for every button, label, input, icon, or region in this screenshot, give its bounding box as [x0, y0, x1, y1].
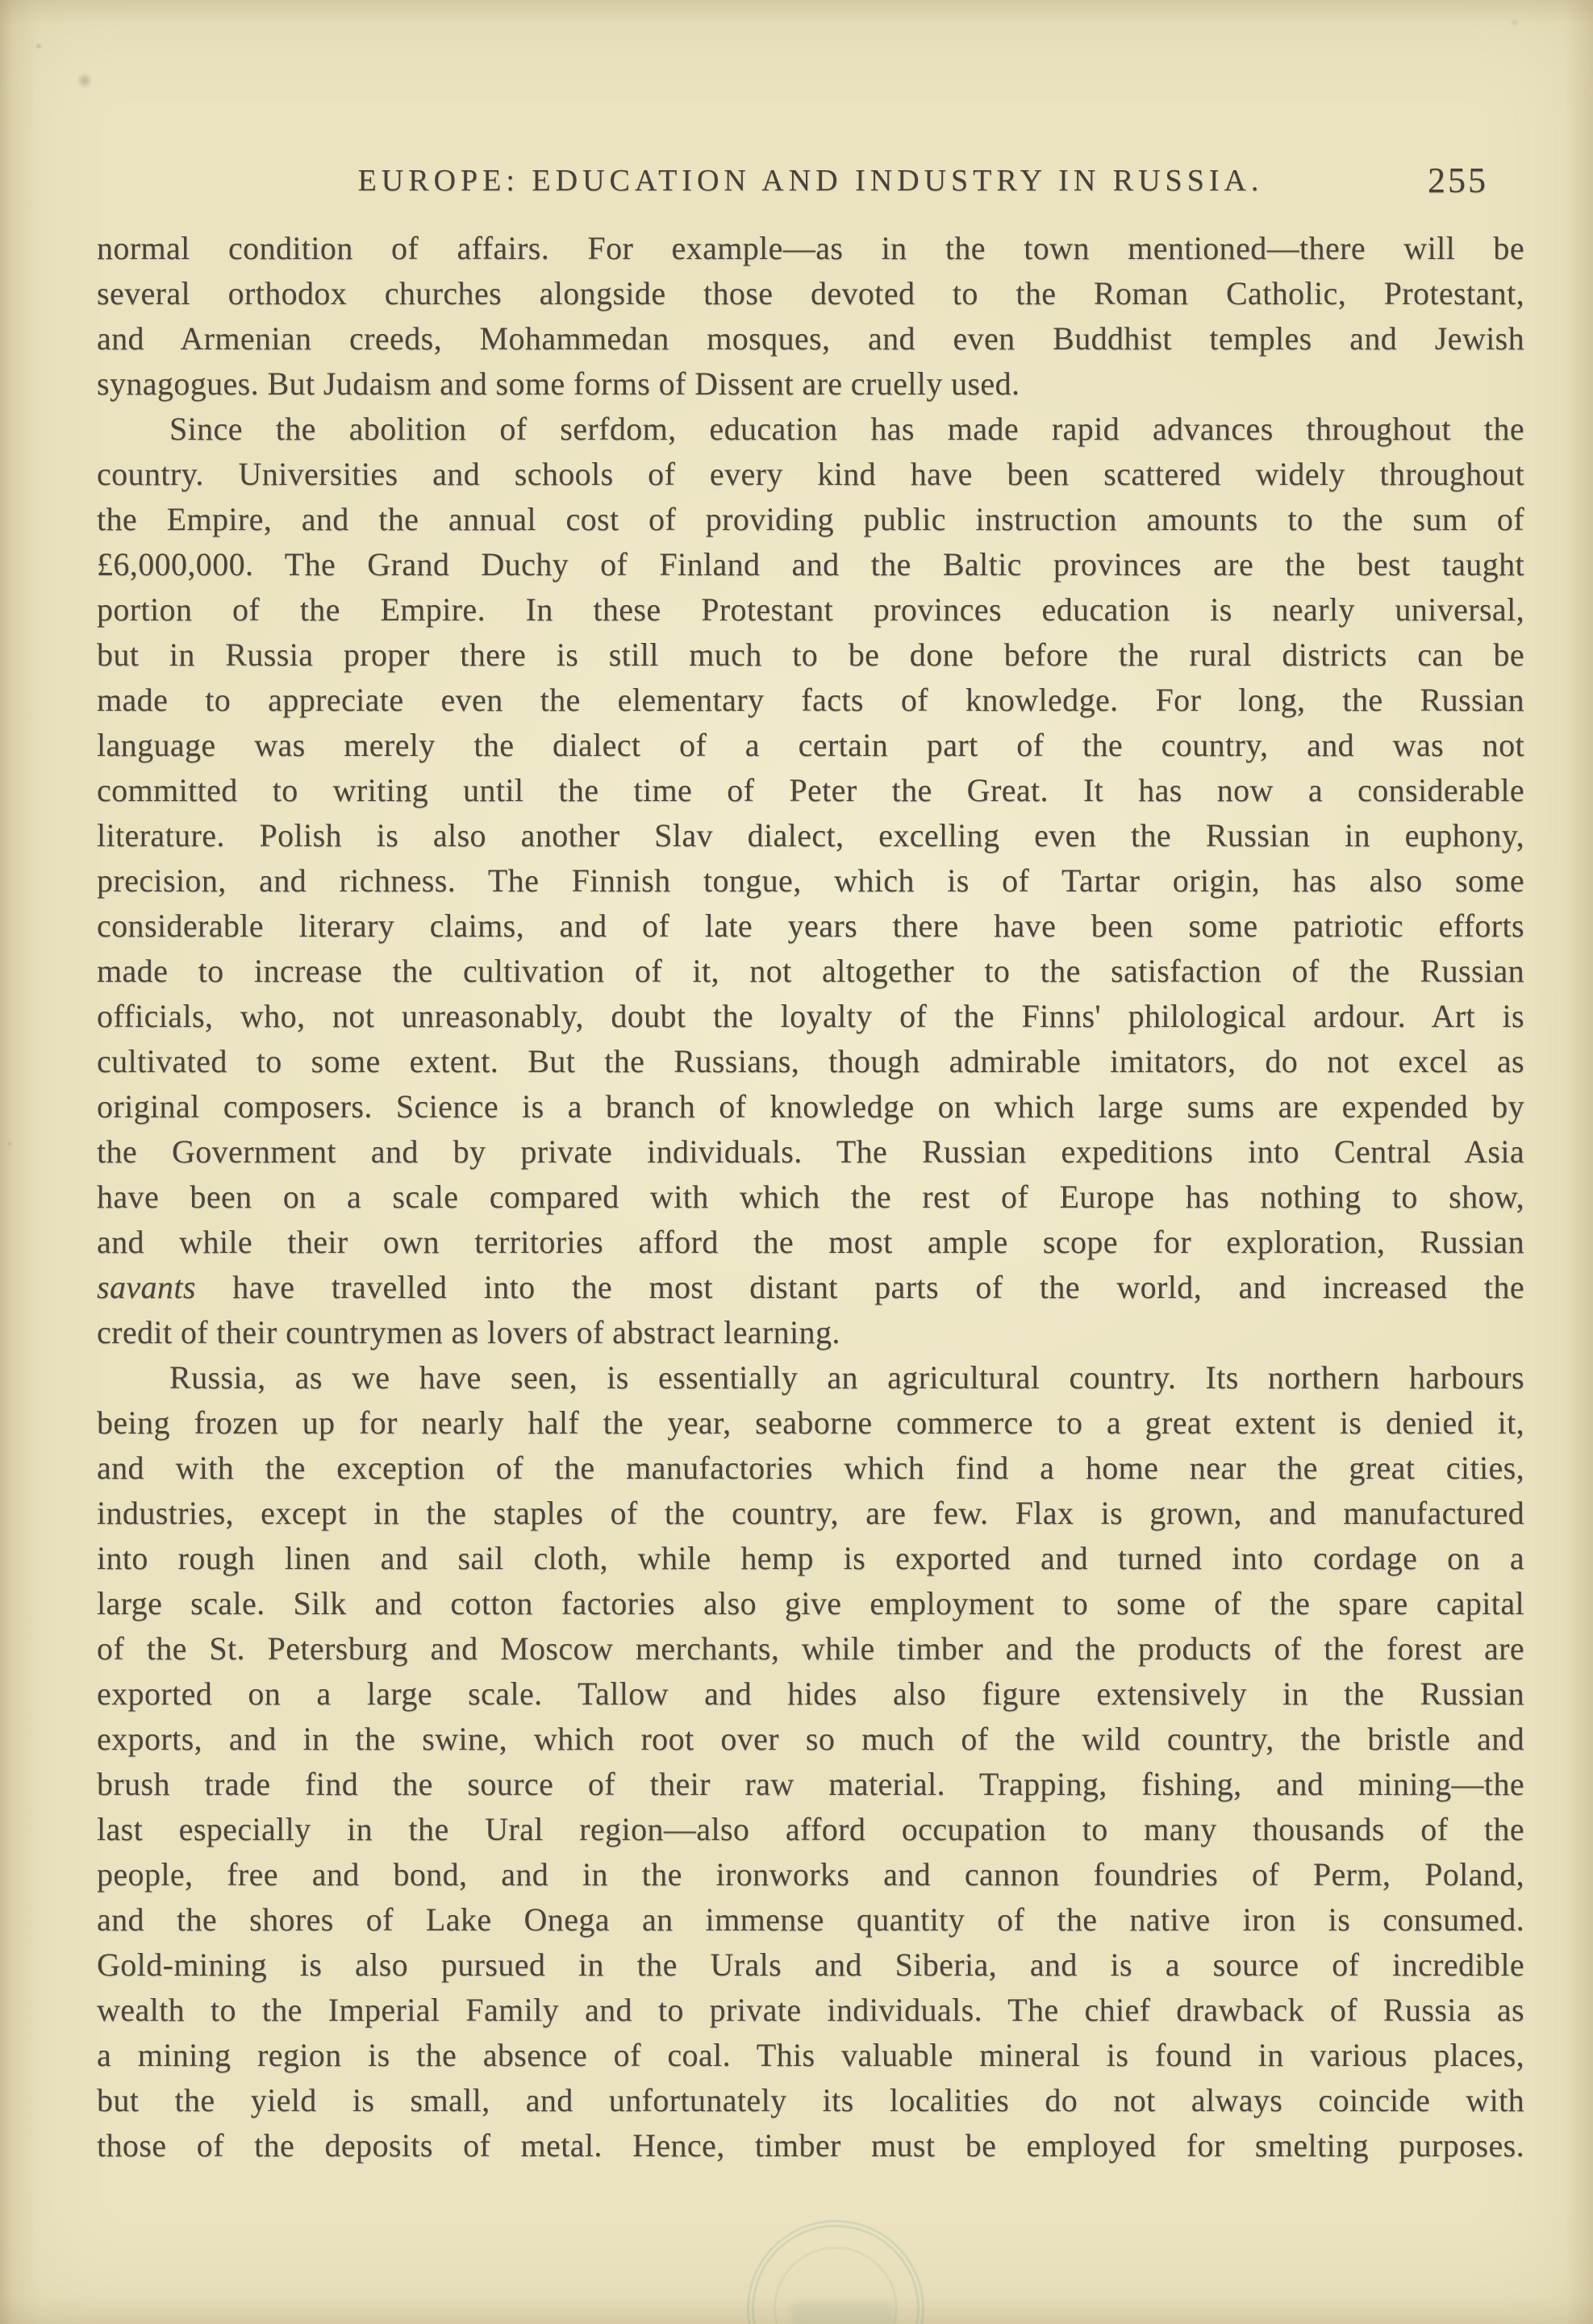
text-line: £6,000,000. The Grand Duchy of Finland and the Baltic provinces are the best taught: [97, 546, 1524, 582]
text-line: several orthodox churches alongside those devoted to the Roman Catholic, Protestant,: [97, 275, 1524, 311]
text-line: officials, who, not unreasonably, doubt the loyalty of the Finns' philological ardour. Art is: [97, 998, 1524, 1034]
text-line: have been on a scale compared with which the rest of Europe has nothing to show,: [97, 1179, 1524, 1215]
text-line: synagogues. But Judaism and some forms of Dissent are cruelly used.: [97, 365, 1020, 402]
text-line: literature. Polish is also another Slav dialect, excelling even the Russian in euphony,: [97, 817, 1524, 853]
text-line: the Empire, and the annual cost of providing public instruction amounts to the sum of: [97, 501, 1524, 537]
page-number: 255: [1428, 161, 1488, 200]
text-line: a mining region is the absence of coal. This valuable mineral is found in various places,: [97, 2037, 1524, 2073]
text-line: portion of the Empire. In these Protestant provinces education is nearly universal,: [97, 591, 1524, 628]
text-line: of the St. Petersburg and Moscow merchants, while timber and the products of the forest are: [97, 1630, 1524, 1667]
text-line: and with the exception of the manufactories which find a home near the great cities,: [97, 1450, 1524, 1486]
text-line: into rough linen and sail cloth, while hemp is exported and turned into cordage on a: [97, 1540, 1524, 1576]
paragraph: [97, 226, 1524, 407]
text-line: savants have travelled into the most distant parts of the world, and increased the: [97, 1269, 1524, 1305]
text-line: but in Russia proper there is still much to be done before the rural districts can be: [97, 636, 1524, 673]
text-line: last especially in the Ural region—also afford occupation to many thousands of the: [97, 1811, 1524, 1847]
text-line: precision, and richness. The Finnish tongue, which is of Tartar origin, has also some: [97, 862, 1524, 899]
text-line: Gold-mining is also pursued in the Urals and Siberia, and is a source of incredible: [97, 1946, 1524, 1983]
running-title: EUROPE: EDUCATION AND INDUSTRY IN RUSSIA.: [357, 164, 1264, 198]
text-line: original composers. Science is a branch of knowledge on which large sums are expended by: [97, 1088, 1524, 1124]
page-header: [97, 163, 1524, 208]
text-line: being frozen up for nearly half the year, seaborne commerce to a great extent is denied it,: [97, 1404, 1524, 1441]
paragraph: [97, 407, 1524, 1355]
text-line: those of the deposits of metal. Hence, timber must be employed for smelting purposes.: [97, 2127, 1524, 2163]
text-line: the Government and by private individuals. The Russian expeditions into Central Asia: [97, 1133, 1524, 1170]
text-line: Since the abolition of serfdom, education has made rapid advances throughout the: [169, 411, 1524, 447]
paragraph: [97, 1355, 1524, 2168]
text-line: language was merely the dialect of a certain part of the country, and was not: [97, 727, 1524, 763]
text-line: and Armenian creeds, Mohammedan mosques, and even Buddhist temples and Jewish: [97, 320, 1524, 357]
text-line: made to appreciate even the elementary facts of knowledge. For long, the Russian: [97, 682, 1524, 718]
library-stamp-icon: [747, 2220, 924, 2324]
text-line: but the yield is small, and unfortunately its localities do not always coincide with: [97, 2082, 1524, 2118]
text-line: brush trade find the source of their raw material. Trapping, fishing, and mining—the: [97, 1766, 1524, 1802]
text-line: Russia, as we have seen, is essentially an agricultural country. Its northern harbours: [169, 1359, 1524, 1396]
text-line: exported on a large scale. Tallow and hides also figure extensively in the Russian: [97, 1675, 1524, 1712]
text-line: wealth to the Imperial Family and to private individuals. The chief drawback of Russia as: [97, 1992, 1524, 2028]
text-line: considerable literary claims, and of late years there have been some patriotic efforts: [97, 907, 1524, 944]
text-line: and while their own territories afford the most ample scope for exploration, Russian: [97, 1224, 1524, 1260]
text-line: credit of their countrymen as lovers of abstract learning.: [97, 1314, 840, 1350]
text-line: cultivated to some extent. But the Russians, though admirable imitators, do not excel as: [97, 1043, 1524, 1079]
text-line: country. Universities and schools of every kind have been scattered widely throughout: [97, 456, 1524, 492]
text-line: exports, and in the swine, which root over so much of the wild country, the bristle and: [97, 1721, 1524, 1757]
body-text: [97, 226, 1524, 2168]
text-line: made to increase the cultivation of it, not altogether to the satisfaction of the Russian: [97, 953, 1524, 989]
text-line: people, free and bond, and in the ironworks and cannon foundries of Perm, Poland,: [97, 1856, 1524, 1892]
text-line: and the shores of Lake Onega an immense quantity of the native iron is consumed.: [97, 1901, 1524, 1938]
text-line: normal condition of affairs. For example—as in the town mentioned—there will be: [97, 230, 1524, 266]
text-line: committed to writing until the time of Peter the Great. It has now a considerable: [97, 772, 1524, 808]
text-line: large scale. Silk and cotton factories also give employment to some of the spare capital: [97, 1585, 1524, 1621]
text-line: industries, except in the staples of the country, are few. Flax is grown, and manufactured: [97, 1495, 1524, 1531]
